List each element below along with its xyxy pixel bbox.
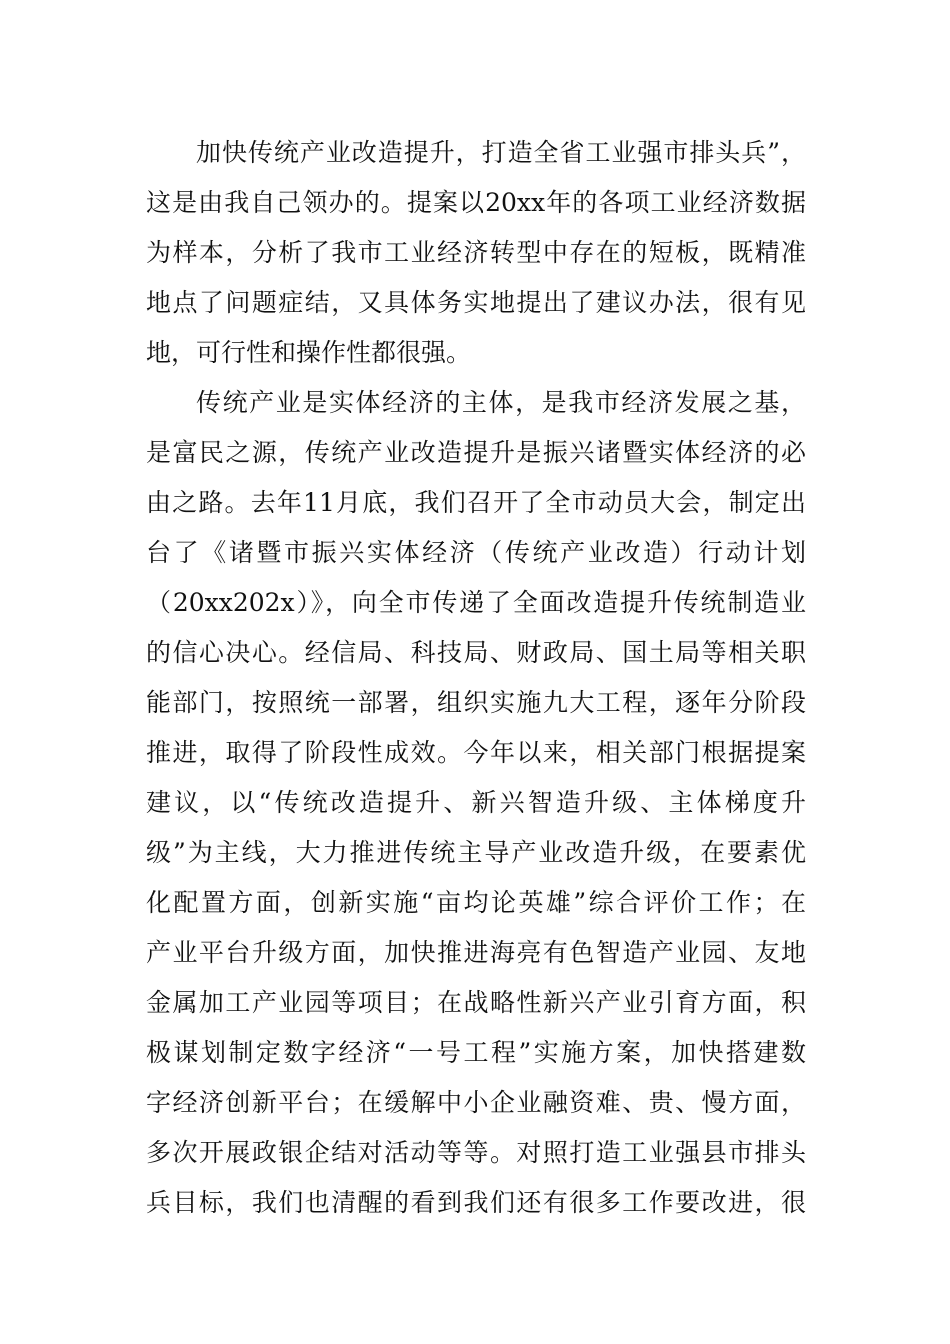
paragraph-2-line-12: 产业平台升级方面，加快推进海亮有色智造产业园、友地 [146, 938, 806, 967]
paragraph-1-line-1: 加快传统产业改造提升，打造全省工业强市排头兵”， [196, 138, 806, 167]
paragraph-1-line-5: 地，可行性和操作性都很强。 [146, 338, 472, 367]
document-body [146, 128, 806, 1228]
paragraph-2-line-7: 能部门，按照统一部署，组织实施九大工程，逐年分阶段 [146, 688, 806, 717]
paragraph-2-line-8: 推进，取得了阶段性成效。今年以来，相关部门根据提案 [146, 738, 806, 767]
paragraph-1-line-4: 地点了问题症结，又具体务实地提出了建议办法，很有见 [146, 288, 806, 317]
paragraph-2-line-15: 字经济创新平台；在缓解中小企业融资难、贵、慢方面， [146, 1088, 806, 1117]
paragraph-2-line-4: 台了《诸暨市振兴实体经济（传统产业改造）行动计划 [146, 538, 806, 567]
paragraph-2-line-1: 传统产业是实体经济的主体，是我市经济发展之基， [196, 388, 806, 417]
paragraph-2-line-6: 的信心决心。经信局、科技局、财政局、国土局等相关职 [146, 638, 806, 667]
paragraph-2-line-13: 金属加工产业园等项目；在战略性新兴产业引育方面，积 [146, 988, 806, 1017]
paragraph-2-line-9: 建议，以“传统改造提升、新兴智造升级、主体梯度升 [146, 788, 806, 817]
paragraph-2-line-3: 由之路。去年11月底，我们召开了全市动员大会，制定出 [146, 488, 806, 517]
paragraph-2-line-16: 多次开展政银企结对活动等等。对照打造工业强县市排头 [146, 1138, 806, 1167]
paragraph-2-line-11: 化配置方面，创新实施“亩均论英雄”综合评价工作；在 [146, 888, 806, 917]
paragraph-1-line-3: 为样本，分析了我市工业经济转型中存在的短板，既精准 [146, 238, 806, 267]
paragraph-2-line-14: 极谋划制定数字经济“一号工程”实施方案，加快搭建数 [146, 1038, 806, 1067]
paragraph-2-line-5: （20xx202x）》，向全市传递了全面改造提升传统制造业 [146, 588, 806, 617]
paragraph-2-line-10: 级”为主线，大力推进传统主导产业改造升级，在要素优 [146, 838, 806, 867]
paragraph-2-line-17: 兵目标，我们也清醒的看到我们还有很多工作要改进，很 [146, 1188, 806, 1217]
paragraph-2-line-2: 是富民之源，传统产业改造提升是振兴诸暨实体经济的必 [146, 438, 806, 467]
paragraph-1-line-2: 这是由我自己领办的。提案以20xx年的各项工业经济数据 [146, 188, 806, 217]
